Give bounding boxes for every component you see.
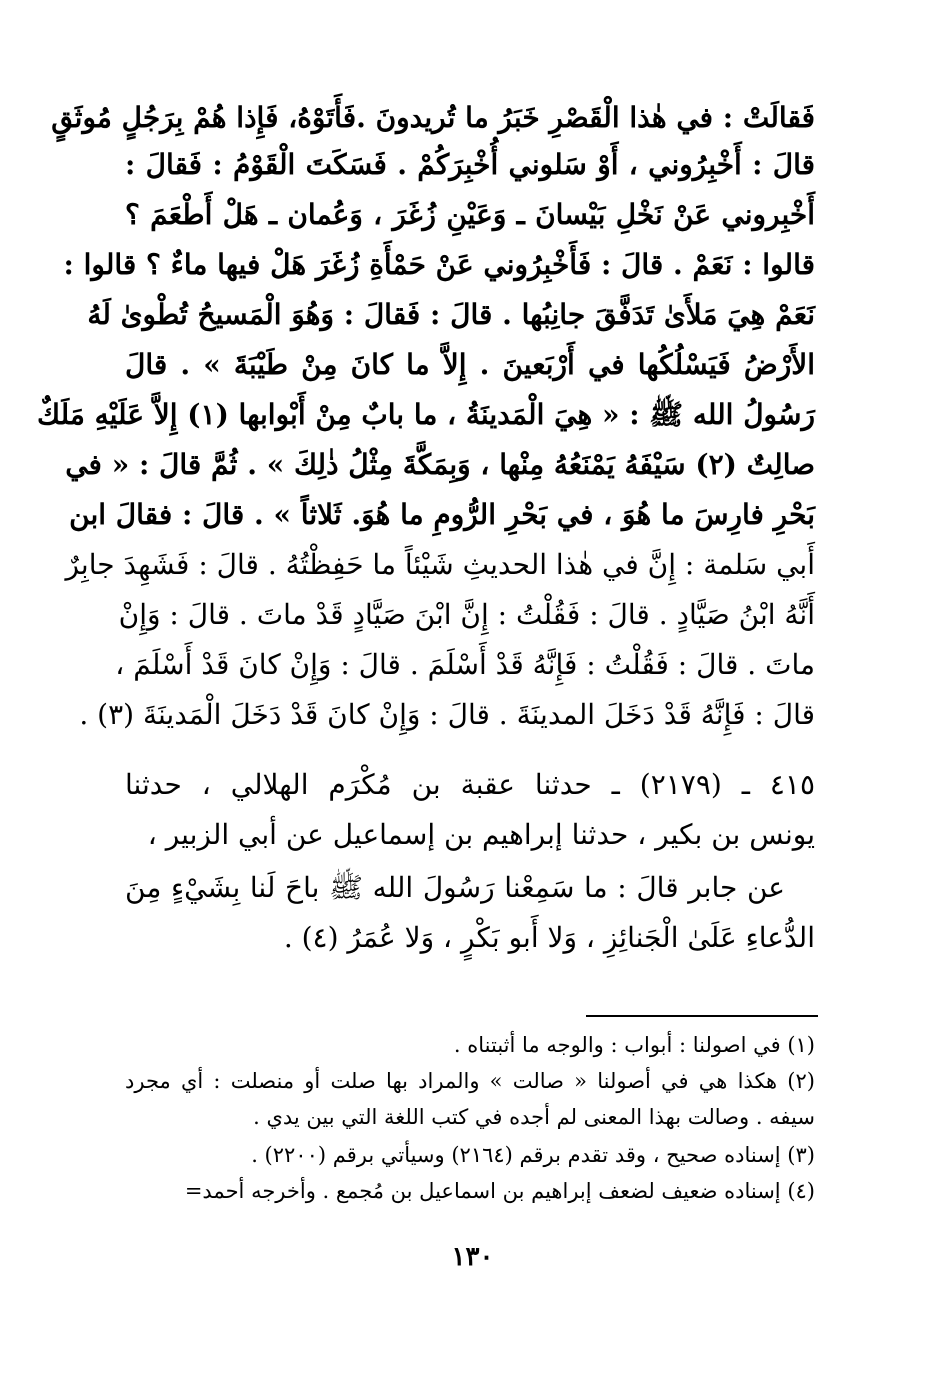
footnote-3: (٣) إسناده صحيح ، وقد تقدم برقم (٢١٦٤) وسيأتي برقم (٢٢٠٠) . [251,1143,815,1167]
body-line-11: أَنَّهُ ابْنُ صَيَّادٍ . قالَ : فَقُلْتُ : إِنَّ ابْنَ صَيَّادٍ قَدْ ماتَ . قالَ : وَإِنْ [118,598,815,631]
body-line-8: صالِتٌ (٢) سَيْفَهُ يَمْنَعُهُ مِنْها ، وَبِمَكَّةَ مِثْلُ ذٰلِكَ » . ثُمَّ قالَ : « في [65,448,815,481]
body-line-10: أَبي سَلمة : إِنَّ في هٰذا الحديثِ شَيْئاً ما حَفِظْتُهُ . قالَ : فَشَهِدَ جابِرٌ [65,548,815,581]
body-line-3: أَخْبِروني عَنْ نَخْلِ بَيْسانَ ـ وَعَيْنِ زُغَرَ ، وَعُمان ـ هَلْ أَطْعَمَ ؟ [125,198,815,231]
hadith-line-4: الدُّعاءِ عَلَىٰ الْجَنائِزِ ، وَلا أَبو بَكْرٍ ، وَلا عُمَرُ (٤) . [283,921,815,954]
hadith-line-3: عن جابر قالَ : ما سَمِعْنا رَسُولَ الله ﷺ باحَ لَنا بِشَيْءٍ مِنَ [125,871,785,904]
body-line-7: رَسُولُ الله ﷺ : « هِيَ الْمَدينَةُ ، ما بابٌ مِنْ أَبْوابها (١) إِلاَّ عَلَيْهِ مَلَكٌ [36,398,815,431]
body-line-5: نَعَمْ هِيَ مَلأَىٰ تَدَفَّقَ جانِبُها . قالَ : فَقالَ : وَهُوَ الْمَسيحُ تُطْوىٰ لَهُ [87,298,815,331]
body-line-6: الأَرْضُ فَيَسْلُكُها في أَرْبَعينَ . إِلاَّ ما كانَ مِنْ طَيْبَةَ » . قالَ [125,348,815,381]
body-line-13: قالَ : فَإِنَّهُ قَدْ دَخَلَ المدينَةَ . قالَ : وَإِنْ كانَ قَدْ دَخَلَ الْمَدينَةَ (٣) . [79,698,815,731]
body-line-1: فَقالَتْ : في هٰذا الْقَصْرِ خَبَرُ ما تُريدونَ .فَأَتَوْهُ، فَإِذا هُمْ بِرَجُلٍ مُوثَقٍ [51,101,815,134]
footnote-1: (١) في اصولنا : أبواب : والوجه ما أثبتناه . [453,1033,815,1057]
hadith-line-1: ٤١٥ ـ (٢١٧٩) ـ حدثنا عقبة بن مُكْرَم الهلالي ، حدثنا [125,768,816,801]
body-line-4: قالوا : نَعَمْ . قالَ : فَأَخْبِرُوني عَنْ حَمْأَةِ زُغَرَ هَلْ فيها ماءٌ ؟ قالوا : [63,248,815,281]
hadith-line-2: يونس بن بكير ، حدثنا إبراهيم بن إسماعيل عن أبي الزبير ، [147,818,815,851]
footnote-2: (٢) هكذا هي في أصولنا « صالت » والمراد بها صلت أو منصلت : أي مجرد [125,1069,815,1093]
body-line-12: ماتَ . قالَ : فَقُلْتُ : فَإِنَّهُ قَدْ أَسْلَمَ . قالَ : وَإِنْ كانَ قَدْ أَسْلَمَ ، [115,648,815,681]
page-number: ١٣٠ [451,1242,494,1272]
body-line-9: بَحْرِ فارِسَ ما هُوَ ، في بَحْرِ الرُّومِ ما هُوَ. ثَلاثاً » . قالَ : فقالَ ابن [69,498,815,531]
footnote-2-continued: سيفه . وصالت بهذا المعنى لم أجده في كتب اللغة التي بين يدي . [253,1105,815,1129]
footnote-4: (٤) إسناده ضعيف لضعف إبراهيم بن اسماعيل بن مُجمع . وأخرجه أحمد= [184,1179,815,1203]
footnote-separator [586,1015,818,1017]
body-line-2: قالَ : أَخْبِرُوني ، أَوْ سَلوني أُخْبِرَكُمْ . فَسَكَتَ الْقَوْمُ : فَقالَ : [125,148,815,181]
